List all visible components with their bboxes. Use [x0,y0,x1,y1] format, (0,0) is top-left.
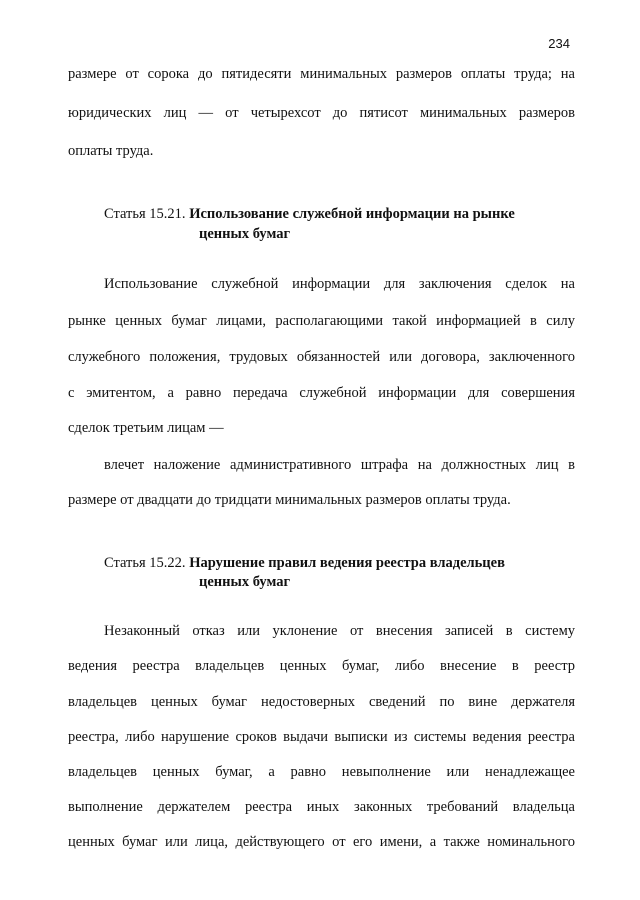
article-15-21-body-line-1: Использование служебной информации для заключения сделок на [104,276,575,292]
article-15-21-title-line-1: Использование служебной информации на рынке [189,206,515,222]
article-15-22-body-line-6: выполнение держателем реестра иных законных требований владельца [68,799,575,815]
page-number: 234 [548,36,570,51]
article-15-22-body-line-2: ведения реестра владельцев ценных бумаг, либо внесение в реестр [68,658,575,674]
intro-line-3: оплаты труда. [68,143,154,159]
article-15-21-body-line-2: рынке ценных бумаг лицами, располагающими такой информацией в силу [68,313,575,329]
article-15-22-body-line-4: реестра, либо нарушение сроков выдачи выписки из системы ведения реестра [68,729,575,745]
article-15-22-prefix: Статья 15.22. [104,555,186,571]
article-15-22-body-line-5: владельцев ценных бумаг, а равно невыполнение или ненадлежащее [68,764,575,780]
article-15-21-body-line-4: с эмитентом, а равно передача служебной информации для совершения [68,385,575,401]
article-15-21-body-line-5: сделок третьим лицам — [68,420,224,436]
article-15-22-title-line-1: Нарушение правил ведения реестра владельцев [189,555,505,571]
article-15-22-title-line-2: ценных бумаг [199,574,291,590]
intro-line-2: юридических лиц — от четырехсот до пятисот минимальных размеров [68,105,575,121]
article-15-22-body-line-1: Незаконный отказ или уклонение от внесения записей в систему [104,623,575,639]
article-15-21-heading [104,204,515,224]
article-15-21-penalty-line-1: влечет наложение административного штрафа на должностных лиц в [104,457,575,473]
article-15-22-body-line-7: ценных бумаг или лица, действующего от его имени, а также номинального [68,834,575,850]
article-15-21-prefix: Статья 15.21. [104,206,186,222]
article-15-21-penalty-line-2: размере от двадцати до тридцати минимальных размеров оплаты труда. [68,492,511,508]
article-15-22-body-line-3: владельцев ценных бумаг недостоверных сведений по вине держателя [68,694,575,710]
article-15-21-title-line-2: ценных бумаг [199,226,291,242]
intro-line-1: размере от сорока до пятидесяти минимальных размеров оплаты труда; на [68,66,575,82]
article-15-22-heading [104,553,505,573]
article-15-21-body-line-3: служебного положения, трудовых обязанностей или договора, заключенного [68,349,575,365]
